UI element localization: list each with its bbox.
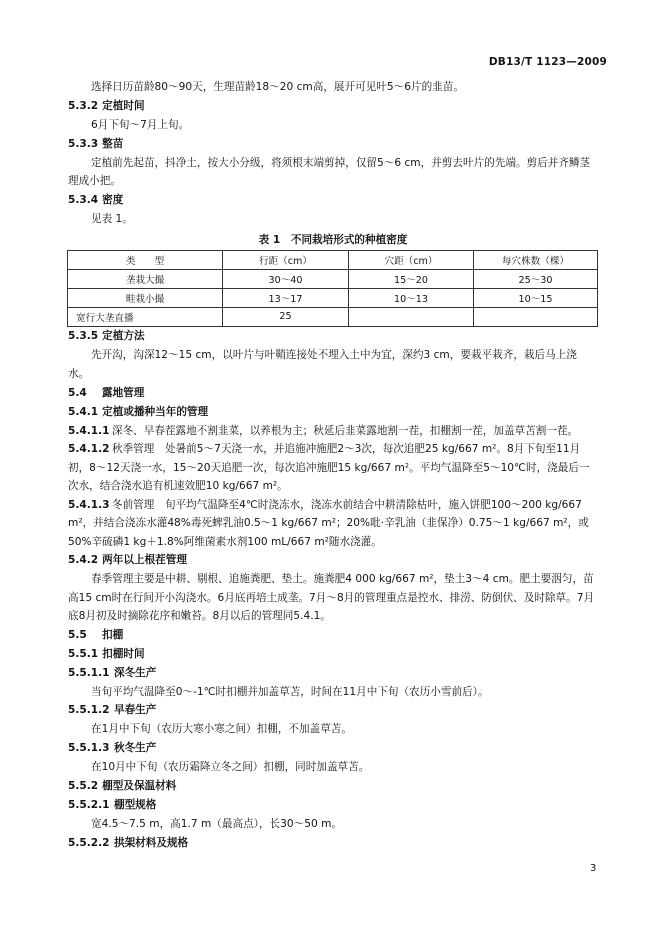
section-number: 5.4.1.3 — [68, 498, 110, 511]
table-cell: 10～13 — [349, 288, 474, 307]
section-5-3-5-text: 先开沟，沟深12～15 cm，以叶片与叶鞘连接处不埋入土中为宜，深约3 cm，要栽平栽齐，栽后马上浇水。 — [68, 348, 577, 380]
section-5-4-1-2-paragraph — [68, 440, 598, 496]
section-5-3-2-text: 6月下旬～7月上旬。 — [91, 118, 190, 131]
section-5-3-2-heading — [68, 97, 598, 116]
section-number: 5.3.2 — [68, 99, 99, 112]
section-5-5-2-1-text: 宽4.5～7.5 m，高1.7 m（最高点），长30～50 m。 — [91, 817, 342, 830]
section-number: 5.4.1 — [68, 405, 99, 418]
section-5-5-1-1-heading — [68, 664, 598, 683]
standard-code: DB13/T 1123—2009 — [488, 56, 607, 68]
section-number: 5.3.3 — [68, 137, 99, 150]
section-5-5-heading — [68, 626, 598, 645]
section-5-5-2-heading — [68, 777, 598, 796]
table-cell: 宽行大垄直播 — [68, 307, 223, 326]
section-title: 棚型规格 — [114, 798, 157, 811]
section-5-5-1-3-heading — [68, 739, 598, 758]
section-5-5-2-2-heading — [68, 834, 598, 853]
table-row — [68, 307, 598, 326]
section-5-4-1-1-paragraph — [68, 422, 598, 441]
section-title: 整苗 — [102, 137, 124, 150]
section-5-4-1-heading — [68, 403, 598, 422]
section-number: 5.4.1.2 — [68, 443, 110, 456]
section-5-5-1-2-text: 在1月中下旬（农历大寒小寒之间）扣棚，不加盖草苫。 — [91, 723, 352, 736]
section-5-3-3-text: 定植前先起苗，抖净土，按大小分级，将须根末端剪掉，仅留5～6 cm，并剪去叶片的先端。剪后并齐鳞茎理成小把。 — [68, 156, 591, 188]
section-title: 深冬生产 — [114, 666, 157, 679]
table-header-cell: 类 型 — [68, 250, 223, 269]
section-5-5-2-1-heading — [68, 796, 598, 815]
section-number: 5.4 — [68, 386, 87, 399]
table-cell: 30～40 — [223, 269, 349, 288]
page-content — [68, 78, 598, 853]
section-5-4-heading — [68, 384, 598, 403]
section-number: 5.5.1 — [68, 647, 99, 660]
section-title: 棚型及保温材料 — [102, 779, 177, 792]
section-title: 露地管理 — [102, 386, 145, 399]
section-title: 拱架材料及规格 — [114, 836, 189, 849]
table-cell — [474, 307, 598, 326]
section-title: 扣棚时间 — [102, 647, 145, 660]
section-title: 扣棚 — [102, 628, 124, 641]
section-number: 5.5.1.1 — [68, 666, 110, 679]
section-5-3-3-heading — [68, 135, 598, 154]
table-cell: 25 — [223, 307, 349, 326]
section-title: 秋冬生产 — [114, 742, 157, 755]
section-text: 冬前管理 旬平均气温降至4℃时浇冻水，浇冻水前结合中耕清除枯叶，施入饼肥100～200 kg/667 m²，并结合浇冻水灌48%毒死蜱乳油0.5～1 kg/667 m²；20%吡·辛乳油（韭保净）0.75～1 kg/667 m²，或50%辛硫磷1 kg＋1.8%阿维菌素水剂100 mL/667 m²随水浇灌。 — [68, 498, 589, 548]
intro-paragraph: 选择日历苗龄80～90天，生理苗龄18～20 cm高，展开可见叶5～6片的韭苗。 — [91, 81, 464, 93]
table-cell: 垄栽大撮 — [68, 269, 223, 288]
section-number: 5.4.2 — [68, 554, 99, 567]
section-number: 5.5.2.1 — [68, 798, 110, 811]
section-number: 5.5.2 — [68, 779, 99, 792]
section-5-3-4-heading — [68, 191, 598, 210]
section-number: 5.5.1.3 — [68, 742, 110, 755]
table-header-cell: 穴距（cm） — [349, 250, 474, 269]
table-header-cell: 行距（cm） — [223, 250, 349, 269]
table-cell: 25～30 — [474, 269, 598, 288]
table-caption: 表 1 不同栽培形式的种植密度 — [258, 233, 408, 246]
section-text: 秋季管理 处暑前5～7天浇一水，并追施冲施肥2～3次，每次追肥25 kg/667 m²。8月下旬至11月初，8～12天浇一水，15～20天追肥一次，每次追冲施肥15 kg/667 m²。平均气温降至5～10℃时，浇最后一次水，结合浇水追有机速效肥10 kg/667 m²。 — [68, 443, 590, 493]
table-header-cell: 每穴株数（棵） — [474, 250, 598, 269]
section-5-3-4-text: 见表 1。 — [91, 213, 133, 226]
section-5-5-1-heading — [68, 645, 598, 664]
section-5-4-2-text: 春季管理主要是中耕、剔根、追施粪肥、垫土。施粪肥4 000 kg/667 m²，垫土3～4 cm。肥土要洇匀，苗高15 cm时在行间开小沟浇水。6月底再培土成垄。7月～8月的管理重点是控水、排涝、防倒伏、及时除草。7月底8月初及时摘除花序和嫩苔。8月以后的管理同5.4.1。 — [68, 573, 595, 623]
section-number: 5.3.4 — [68, 194, 99, 207]
section-title: 定植或播种当年的管理 — [102, 405, 209, 418]
section-5-3-5-heading — [68, 327, 598, 346]
section-5-5-1-2-heading — [68, 701, 598, 720]
section-5-5-1-3-text: 在10月中下旬（农历霜降立冬之间）扣棚，同时加盖草苫。 — [91, 761, 370, 774]
table-cell: 13～17 — [223, 288, 349, 307]
section-number: 5.5 — [68, 628, 87, 641]
table-header-row — [68, 250, 598, 269]
section-title: 密度 — [102, 194, 124, 207]
section-title: 定植时间 — [102, 99, 145, 112]
page-number: 3 — [590, 863, 597, 874]
table-cell: 畦栽小撮 — [68, 288, 223, 307]
table-cell: 15～20 — [349, 269, 474, 288]
section-number: 5.4.1.1 — [68, 424, 110, 437]
table-cell — [349, 307, 474, 326]
density-table — [67, 250, 598, 327]
section-5-4-2-heading — [68, 551, 598, 570]
section-number: 5.5.2.2 — [68, 836, 110, 849]
section-number: 5.5.1.2 — [68, 704, 110, 717]
table-row — [68, 288, 598, 307]
section-5-4-1-3-paragraph — [68, 496, 598, 552]
section-text: 深冬、早春茬露地不割韭菜，以养根为主；秋延后韭菜露地割一茬，扣棚割一茬，加盖草苫割一茬。 — [112, 424, 579, 437]
section-5-5-1-1-text: 当旬平均气温降至0～-1℃时扣棚并加盖草苫，时间在11月中下旬（农历小雪前后）。 — [91, 685, 489, 698]
section-title: 定植方法 — [102, 329, 145, 342]
section-title: 早春生产 — [114, 704, 157, 717]
section-number: 5.3.5 — [68, 329, 99, 342]
section-title: 两年以上根茬管理 — [102, 554, 187, 567]
table-cell: 10～15 — [474, 288, 598, 307]
table-row — [68, 269, 598, 288]
